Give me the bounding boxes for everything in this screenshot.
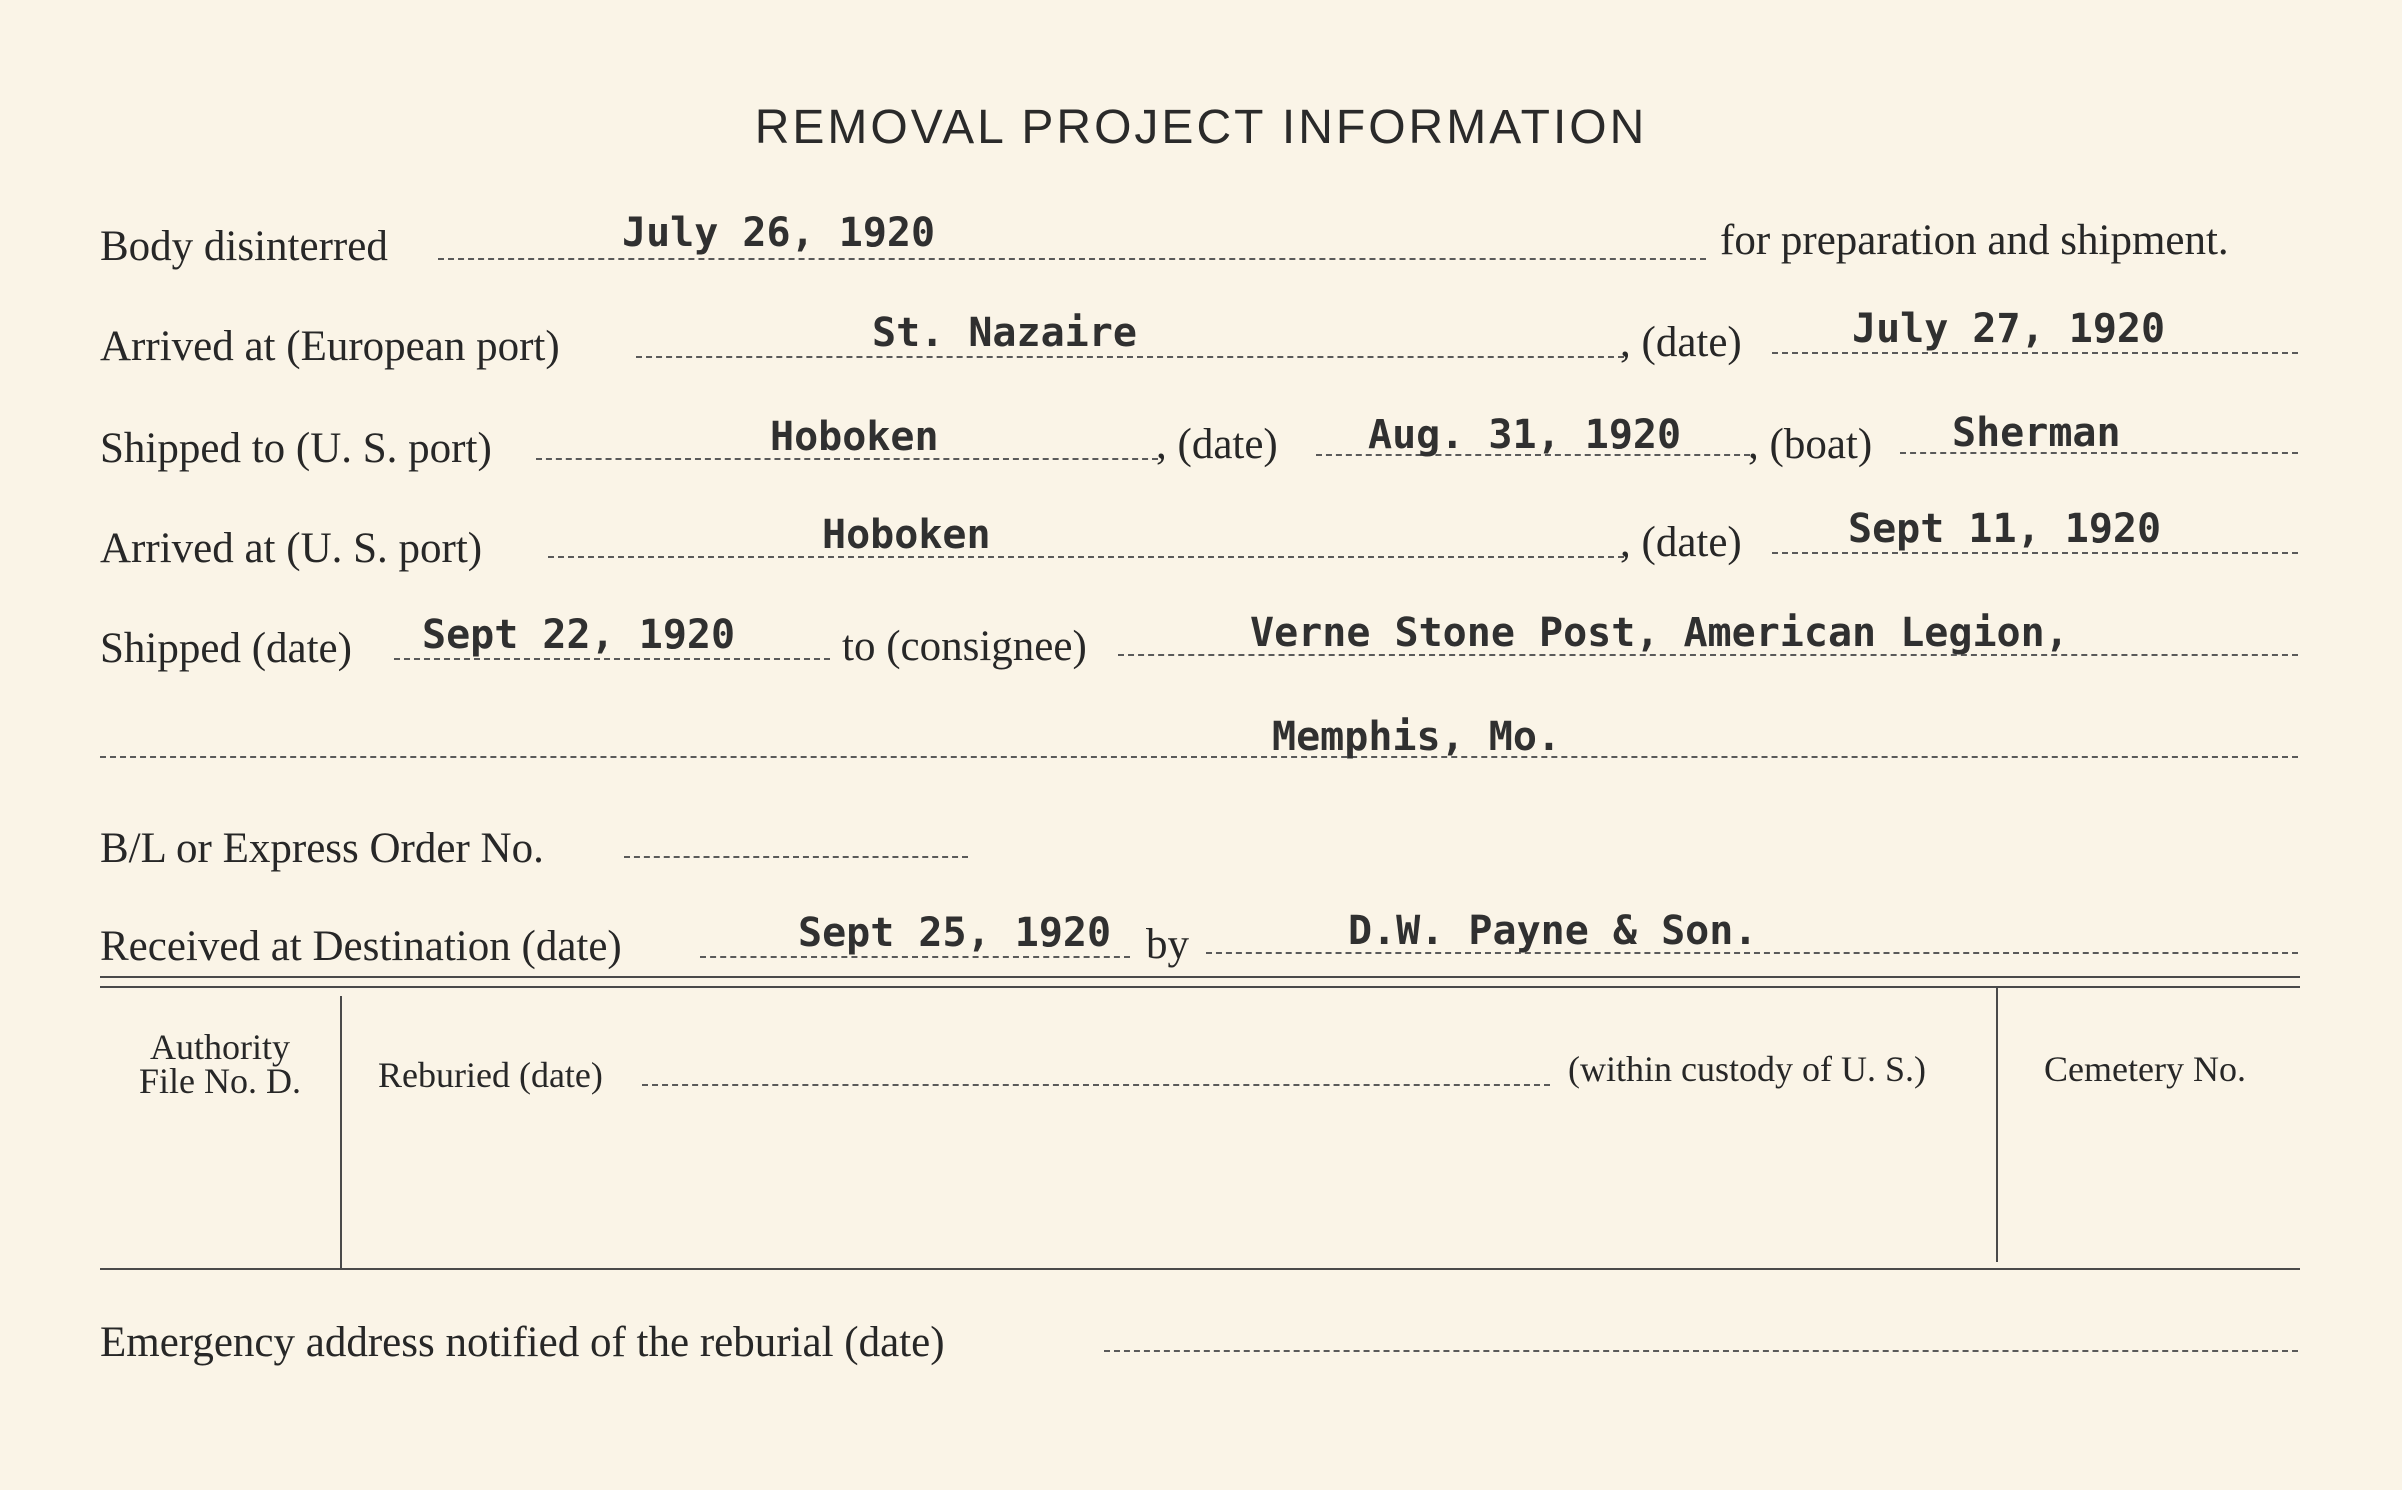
custody-label: (within custody of U. S.) (1568, 1049, 1926, 1089)
arrived-us-value: Hoboken (822, 512, 991, 558)
arrived-us-date-line (1772, 552, 2298, 554)
arrived-european-date-line (1772, 352, 2298, 354)
box-top-rule-1 (100, 976, 2300, 978)
bl-order-line (624, 856, 968, 858)
box-bottom-rule (100, 1268, 2300, 1270)
arrived-european-value: St. Nazaire (872, 310, 1137, 356)
shipped-date-label: Shipped (date) (100, 625, 352, 672)
arrived-european-label: Arrived at (European port) (100, 323, 560, 370)
authority-label-line2: File No. D. (139, 1061, 301, 1101)
box-divider-right (1996, 986, 1998, 1262)
shipped-us-value: Hoboken (770, 414, 939, 460)
body-disinterred-suffix: for preparation and shipment. (1720, 217, 2229, 264)
arrived-us-date-value: Sept 11, 1920 (1848, 506, 2162, 552)
arrived-european-date-label: , (date) (1620, 319, 1742, 366)
received-date-value: Sept 25, 1920 (798, 910, 1112, 956)
arrived-us-date-label: , (date) (1620, 519, 1742, 566)
received-label: Received at Destination (date) (100, 923, 622, 970)
shipped-date-line (394, 658, 830, 660)
box-top-rule-2 (100, 986, 2300, 988)
box-divider-left (340, 996, 342, 1270)
received-by-label: by (1146, 921, 1189, 968)
arrived-us-line (548, 556, 1624, 558)
shipped-us-label: Shipped to (U. S. port) (100, 425, 492, 472)
arrived-us-label: Arrived at (U. S. port) (100, 525, 483, 572)
consignee-label: to (consignee) (842, 623, 1087, 670)
consignee-line-2 (100, 756, 2298, 758)
shipped-us-date-label: , (date) (1156, 421, 1278, 468)
cemetery-label: Cemetery No. (2044, 1049, 2246, 1089)
bl-order-label: B/L or Express Order No. (100, 825, 544, 872)
reburied-label: Reburied (date) (378, 1055, 603, 1095)
arrived-european-date-value: July 27, 1920 (1852, 306, 2166, 352)
arrived-european-line (636, 356, 1624, 358)
body-disinterred-value: July 26, 1920 (622, 210, 936, 256)
shipped-us-date-value: Aug. 31, 1920 (1368, 412, 1682, 458)
shipped-date-value: Sept 22, 1920 (422, 612, 736, 658)
emergency-label: Emergency address notified of the reburial (date) (100, 1319, 945, 1366)
authority-label-line1: Authority (150, 1027, 290, 1067)
shipped-us-boat-value: Sherman (1952, 410, 2121, 456)
received-by-value: D.W. Payne & Son. (1348, 908, 1758, 954)
emergency-line (1104, 1350, 2298, 1352)
received-date-line (700, 956, 1130, 958)
card-title: REMOVAL PROJECT INFORMATION (754, 101, 1648, 154)
consignee-value-line2: Memphis, Mo. (1272, 714, 1561, 760)
reburied-line (642, 1084, 1550, 1086)
consignee-value-line1: Verne Stone Post, American Legion, (1250, 610, 2069, 656)
body-disinterred-label: Body disinterred (100, 223, 388, 270)
body-disinterred-line (438, 258, 1706, 260)
shipped-us-boat-label: , (boat) (1748, 421, 1873, 468)
